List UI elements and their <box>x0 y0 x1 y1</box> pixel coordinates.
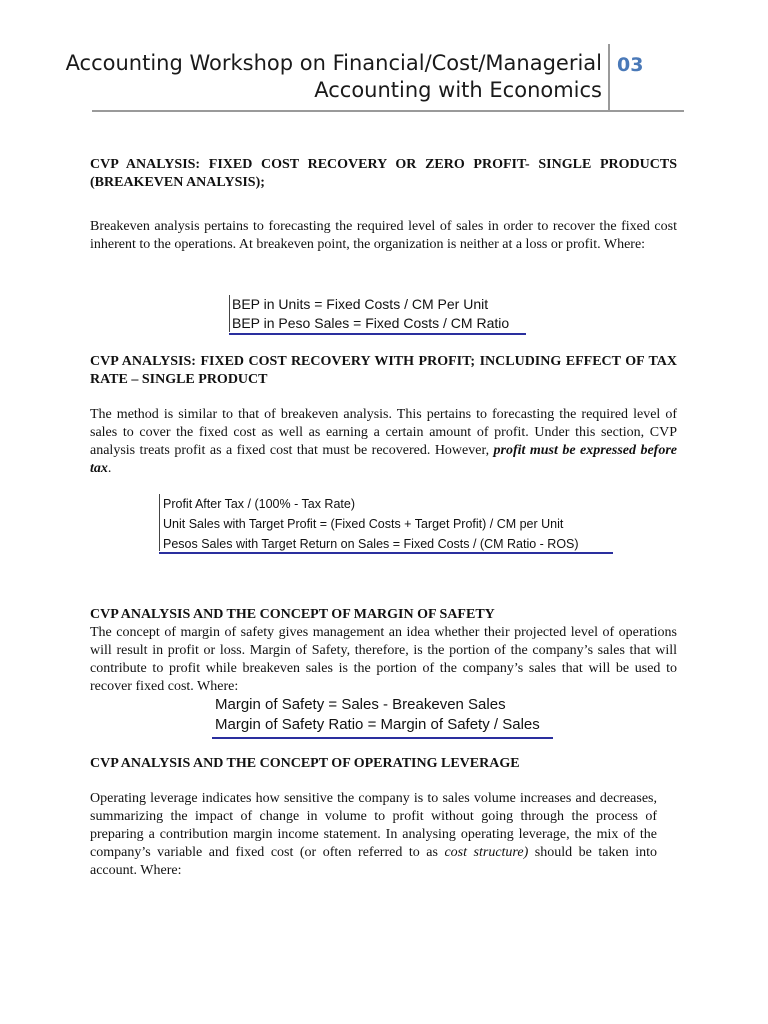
formula-box-breakeven <box>229 295 526 335</box>
document-title-line-2: Accounting with Economics <box>314 78 602 102</box>
paragraph-operating-leverage <box>90 790 657 880</box>
paragraph-breakeven: Breakeven analysis pertains to forecasting the required level of sales in order to recover the fixed cost inherent to the operations. At breakeven point, the organization is neither at a loss or profit. Where: <box>90 219 677 252</box>
formula-bep-peso-sales: BEP in Peso Sales = Fixed Costs / CM Ratio <box>232 315 510 331</box>
formula-box-left-border <box>229 295 230 332</box>
section-heading-operating-leverage: CVP ANALYSIS AND THE CONCEPT OF OPERATING LEVERAGE <box>90 756 520 771</box>
formula-box-underline <box>212 737 553 739</box>
formula-box-target-profit <box>159 494 613 554</box>
paragraph-target-profit <box>90 406 677 478</box>
header-divider-horizontal <box>92 110 684 112</box>
section-heading-target-profit: CVP ANALYSIS: FIXED COST RECOVERY WITH PROFIT; INCLUDING EFFECT OF TAX RATE – SINGLE PRODUCT <box>90 354 677 387</box>
formula-box-underline <box>159 552 613 554</box>
section-heading-breakeven: CVP ANALYSIS: FIXED COST RECOVERY OR ZERO PROFIT- SINGLE PRODUCTS (BREAKEVEN ANALYSIS); <box>90 157 677 190</box>
formula-unit-sales-target-profit: Unit Sales with Target Profit = (Fixed Costs + Target Profit) / CM per Unit <box>163 517 564 531</box>
paragraph-margin-of-safety: The concept of margin of safety gives management an idea whether their projected level of operations will result in profit or loss. Margin of Safety, therefore, is the portion of the company’s sales that will contribute to profit while breakeven sales is the portion of the company’s sales that will be used to recover fixed cost. Where: <box>90 625 677 694</box>
paragraph-target-profit-emphasis: profit must be expressed before tax <box>90 443 677 476</box>
section-heading-margin-of-safety: CVP ANALYSIS AND THE CONCEPT OF MARGIN OF SAFETY <box>90 607 495 622</box>
paragraph-target-profit-text: The method is similar to that of breakeven analysis. This pertains to forecasting the required level of sales to cover the fixed cost as well as earning a certain amount of profit. Under this section, CVP analysis treats profit as a fixed cost that must be recovered. However, <box>90 407 677 458</box>
paragraph-operating-leverage-end: should be taken into account. Where: <box>90 845 658 878</box>
formula-margin-of-safety: Margin of Safety = Sales - Breakeven Sales <box>215 696 506 713</box>
document-title <box>66 50 602 104</box>
formula-peso-sales-target-return: Pesos Sales with Target Return on Sales = Fixed Costs / (CM Ratio - ROS) <box>163 537 579 551</box>
formula-profit-after-tax: Profit After Tax / (100% - Tax Rate) <box>163 497 355 511</box>
paragraph-target-profit-end: . <box>107 461 112 476</box>
formula-box-margin-of-safety <box>212 695 553 739</box>
page-number: 03 <box>617 54 644 76</box>
paragraph-operating-leverage-text: Operating leverage indicates how sensitive the company is to sales volume increases and decreases, summarizing the impact of change in volume to profit without going through the process of preparing a contribution margin income statement. In analysing operating leverage, the mix of the company’s variable and fixed cost (or often referred to as <box>90 791 657 860</box>
document-title-line-1: Accounting Workshop on Financial/Cost/Managerial <box>65 51 602 75</box>
formula-margin-of-safety-ratio: Margin of Safety Ratio = Margin of Safety / Sales <box>215 716 540 733</box>
formula-bep-units: BEP in Units = Fixed Costs / CM Per Unit <box>232 296 489 312</box>
formula-box-underline <box>229 333 526 335</box>
formula-box-left-border <box>159 494 160 551</box>
header-divider-vertical <box>608 44 610 110</box>
paragraph-operating-leverage-italic: cost structure) <box>444 845 529 860</box>
